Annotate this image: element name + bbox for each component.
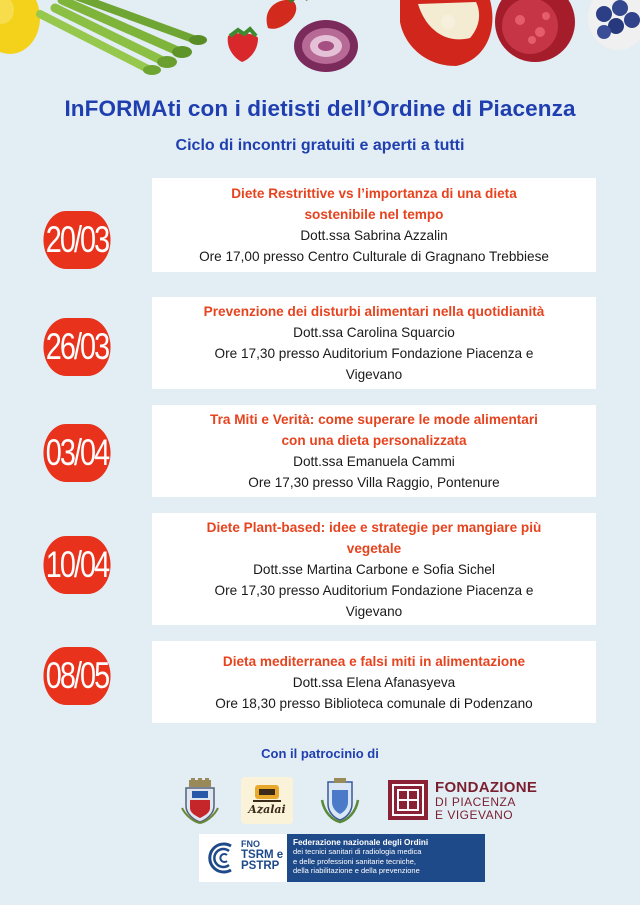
pomegranate-icon [495,0,575,62]
event-time-place: Vigevano [345,367,403,382]
fondazione-line: FONDAZIONE [435,779,538,796]
event-title: Diete Plant-based: idee e strategie per mangiare più [206,519,542,535]
azalai-wordmark: Azalai [248,803,286,816]
bell-pepper-icon [400,0,492,66]
municipal-crest-logo [180,778,220,824]
event-time-place: Vigevano [345,603,403,619]
fno-emblem-icon [205,840,241,876]
event-time-place: Ore 17,30 presso Auditorium Fondazione Piacenza e [214,582,534,598]
asparagus-icon [40,0,207,75]
fno-heading: Federazione nazionale degli Ordini [293,838,429,847]
event-title: con una dieta personalizzata [281,433,467,448]
date-badge: 08/05 [43,647,110,705]
fno-tsrm-pstrp-logo [199,834,485,882]
page-title: InFORMAti con i dietisti dell’Ordine di Piacenza [64,96,576,121]
fondazione-line: DI PIACENZA [435,795,516,809]
red-onion-icon [294,20,358,72]
azalai-logo [241,777,293,824]
event-card [152,405,596,497]
event-speaker: Dott.ssa Emanuela Cammi [293,454,455,469]
event-time-place: Ore 17,00 presso Centro Culturale di Gragnano Trebbiese [199,249,549,264]
event-title: vegetale [346,540,402,556]
vegetables-header-illustration [0,0,640,80]
strawberry-icon [228,29,258,62]
fno-mark-line: PSTRP [241,860,280,872]
event-time-place: Ore 18,30 presso Biblioteca comunale di Podenzano [215,695,533,711]
fondazione-logo [388,780,428,820]
date-badge: 10/04 [43,536,110,594]
fno-mark-line: TSRM e [241,849,284,861]
patronage-label: Con il patrocinio di [261,746,379,761]
event-title: Tra Miti e Verità: come superare le mode alimentari [210,412,538,427]
fno-mark-line: FNO [241,839,260,849]
event-speaker: Dott.ssa Elena Afanasyeva [292,674,456,690]
municipal-crest-logo [318,778,362,824]
event-speaker: Dott.ssa Carolina Squarcio [293,325,455,340]
page-subtitle: Ciclo di incontri gratuiti e aperti a tutti [175,137,465,154]
event-time-place: Ore 17,30 presso Auditorium Fondazione Piacenza e [214,346,534,361]
event-time-place: Ore 17,30 presso Villa Raggio, Pontenure [248,475,500,490]
camel-icon [241,777,293,824]
fondazione-wordmark [435,780,537,822]
date-badge: 26/03 [43,318,110,376]
event-speaker: Dott.ssa Sabrina Azzalin [300,228,448,243]
event-card [152,641,596,723]
fno-mark [199,834,287,882]
fno-description [287,834,485,882]
event-card [152,513,596,625]
event-card [152,297,596,389]
event-title: Dieta mediterranea e falsi miti in alimentazione [222,653,526,669]
date-badge: 03/04 [43,424,110,482]
fno-line: della riabilitazione e della prevenzione [293,866,420,876]
fondazione-line: E VIGEVANO [435,808,514,822]
event-card [152,178,596,272]
date-badge: 20/03 [43,211,110,269]
event-title: Diete Restrittive vs l’importanza di una dieta [231,186,517,201]
fno-line: dei tecnici sanitari di radiologia medica [293,847,422,857]
lemon-icon [0,0,40,54]
blueberries-icon [588,0,640,50]
chili-pepper-icon [267,0,308,29]
event-title: sostenibile nel tempo [304,207,444,222]
event-title: Prevenzione dei disturbi alimentari nella quotidianità [203,304,545,319]
event-speaker: Dott.sse Martina Carbone e Sofia Sichel [253,561,495,577]
fno-line: e delle professioni sanitarie tecniche, [293,856,416,866]
